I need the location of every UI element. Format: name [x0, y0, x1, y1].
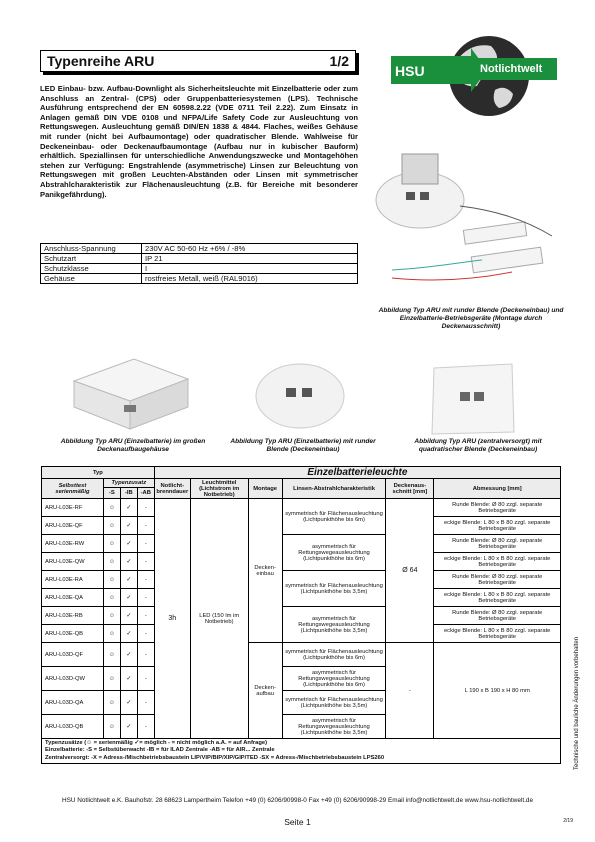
- spec-row: [41, 274, 358, 284]
- spec-value: 230V AC 50-60 Hz +6% / -8%: [142, 244, 358, 254]
- cell-ib: ✓: [120, 643, 137, 667]
- product-table: [41, 466, 561, 764]
- cell-ab: -: [137, 643, 154, 667]
- cell-s: ☺: [103, 571, 120, 589]
- cell-ib: ✓: [120, 607, 137, 625]
- spec-key: Anschluss-Spannung: [41, 244, 142, 254]
- cell-ab: -: [137, 535, 154, 553]
- spec-row: [41, 254, 358, 264]
- cell-ib: ✓: [120, 667, 137, 691]
- header-einzelbatterie: Einzelbatterieleuchte: [154, 467, 560, 479]
- cell-ab: -: [137, 667, 154, 691]
- specs-table: [40, 243, 358, 284]
- lens-desc: asymmetrisch für Rettungswegeausleuchtung (Lichtpunkthöhe bis 6m): [282, 667, 386, 691]
- cell-ab: -: [137, 589, 154, 607]
- header-typ: Typ: [42, 467, 155, 479]
- header-leuchtmittel: Leuchtmittel (Lichtstrom im Notbetrieb): [190, 479, 248, 499]
- cell-ib: ✓: [120, 571, 137, 589]
- cell-ab: -: [137, 607, 154, 625]
- spec-key: Schutzart: [41, 254, 142, 264]
- legend-line-3: Zentralversorgt: -X = Adress-/Mischbetriebsbaustein LIP/VIP/BIP/XIP/GIP/TED -SX = Adress-/Mischbetriebsbaustein LPS260: [45, 754, 385, 761]
- cell-ab: -: [137, 691, 154, 715]
- page-title-box: [40, 50, 356, 72]
- cutout-einbau: Ø 64: [386, 499, 434, 643]
- dimension: eckige Blende: L 80 x B 80 zzgl. separate Betriebsgeräte: [434, 553, 561, 571]
- cell-s: ☺: [103, 625, 120, 643]
- cell-ib: ✓: [120, 553, 137, 571]
- side-note: Technische und bauliche Änderungen vorbehalten: [574, 636, 580, 770]
- cutout-aufbau: -: [386, 643, 434, 739]
- logo-text-left: HSU: [395, 63, 425, 79]
- cell-ab: -: [137, 553, 154, 571]
- table-row: [42, 571, 561, 589]
- product-image-square-bezel: [428, 360, 518, 438]
- mount-einbau: Decken-einbau: [248, 499, 282, 643]
- page-number: Seite 1: [284, 817, 311, 827]
- dimension-aufbau: L 190 x B 190 x H 80 mm: [434, 643, 561, 739]
- lens-desc: asymmetrisch für Rettungswegeausleuchtung (Lichtpunkthöhe bis 3,5m): [282, 607, 386, 643]
- legend-row: [42, 739, 561, 764]
- header-s: -S: [103, 488, 120, 499]
- cell-s: ☺: [103, 643, 120, 667]
- spec-key: Schutzklasse: [41, 264, 142, 274]
- dimension: Runde Blende: Ø 80 zzgl. separate Betriebsgeräte: [434, 499, 561, 517]
- cell-s: ☺: [103, 499, 120, 517]
- cell-s: ☺: [103, 589, 120, 607]
- type-code: ARU-L03D-QW: [42, 667, 104, 691]
- cell-ib: ✓: [120, 715, 137, 739]
- type-code: ARU-L03E-RF: [42, 499, 104, 517]
- table-row: [42, 535, 561, 553]
- revision: 2/19: [563, 818, 573, 824]
- cell-ab: -: [137, 571, 154, 589]
- header-typenzusatz: Typenzusatz: [103, 479, 154, 488]
- burn-time: 3h: [154, 499, 190, 739]
- cell-ib: ✓: [120, 625, 137, 643]
- footer-contact: HSU Notlichtwelt e.K. Bauhofstr. 28 68623 Lampertheim Telefon +49 (0) 6206/90998-0 Fax +49 (0) 6206/90998-29 Email info@notlichtwelt.de www.hsu-notlichtwelt.de: [61, 797, 534, 804]
- spec-row: [41, 264, 358, 274]
- header-montage: Montage: [248, 479, 282, 499]
- dimension: Runde Blende: Ø 80 zzgl. separate Betriebsgeräte: [434, 607, 561, 625]
- header-linsen: Linsen-Abstrahlcharakteristik: [282, 479, 386, 499]
- cell-ab: -: [137, 625, 154, 643]
- type-code: ARU-L03E-RA: [42, 571, 104, 589]
- cell-ib: ✓: [120, 691, 137, 715]
- spec-key: Gehäuse: [41, 274, 142, 284]
- caption-1: Abbildung Typ ARU (Einzelbatterie) im großen Deckenaufbaugehäuse: [60, 438, 206, 453]
- lens-desc: symmetrisch für Flächenausleuchtung (Lichtpunkthöhe bis 6m): [282, 643, 386, 667]
- caption-2: Abbildung Typ ARU (Einzelbatterie) mit runder Blende (Deckeneinbau): [230, 438, 376, 453]
- spec-value: rostfreies Metall, weiß (RAL9016): [142, 274, 358, 284]
- header-ab: -AB: [137, 488, 154, 499]
- cell-ab: -: [137, 499, 154, 517]
- brand-logo: [385, 20, 561, 132]
- mount-aufbau: Decken-aufbau: [248, 643, 282, 739]
- cell-s: ☺: [103, 535, 120, 553]
- product-image-recessed-with-drivers: [372, 140, 562, 305]
- spec-value: I: [142, 264, 358, 274]
- legend-line-1: Typenzusätze (☺ = serienmäßig ✓= möglich - = nicht möglich a.A. = auf Anfrage): [45, 740, 268, 746]
- cell-s: ☺: [103, 715, 120, 739]
- header-abmessung: Abmessung [mm]: [434, 479, 561, 499]
- page-fraction: 1/2: [329, 53, 349, 69]
- lens-desc: symmetrisch für Flächenausleuchtung (Lichtpunkthöhe bis 3,5m): [282, 691, 386, 715]
- dimension: Runde Blende: Ø 80 zzgl. separate Betriebsgeräte: [434, 571, 561, 589]
- lens-desc: asymmetrisch für Rettungswegeausleuchtung (Lichtpunkthöhe bis 6m): [282, 535, 386, 571]
- caption-3: Abbildung Typ ARU (zentralversorgt) mit quadratischer Blende (Deckeneinbau): [414, 438, 542, 453]
- intro-text: LED Einbau- bzw. Aufbau-Downlight als Sicherheitsleuchte mit Einzelbatterie oder zum Anschluss an Zentral- (CPS) oder Gruppenbatteriesystemen (LPS). Technische Ausführung entsprechend der EN 60598.2.22 (VDE 0711 Teil 2.22). Zum Einsatz in Anlagen gemäß DIN VDE 0108 und NFPA/Life Safety Code zur Ausleuchtung von Rettungswegen. Ausleuchtung gemäß DIN/EN 1838 & 4844. Flaches, weißes Gehäuse mit runder (nicht bei Aufbaumontage) oder quadratischer Blende. Wahlweise für Deckeneinbau- oder Deckenaufbaumontage (Aufbau nur in kubischer Bauform) erhältlich. Speziallinsen für unterschiedliche Anwendungszwecke und Montagehöhen stehen zur Verfügung: Engstrahlende (asymmetrische) Linsen zur Beleuchtung von Rettungswegen mit großen Leuchten-Abständen oder Linsen mit symmetrischer Abstrahlcharakteristik zur Flächenausleuchtung (z.B. für Bereiche mit besonderer Panikgefährdung).: [40, 84, 358, 199]
- table-row: [42, 643, 561, 667]
- type-code: ARU-L03D-QF: [42, 643, 104, 667]
- type-code: ARU-L03D-QA: [42, 691, 104, 715]
- cell-s: ☺: [103, 517, 120, 535]
- header-selbsttest: Selbsttest serienmäßig: [42, 479, 104, 499]
- header-deckenausschnitt: Deckenaus-schnitt [mm]: [386, 479, 434, 499]
- cell-s: ☺: [103, 553, 120, 571]
- cell-ab: -: [137, 715, 154, 739]
- table-row: [42, 607, 561, 625]
- type-code: ARU-L03E-RW: [42, 535, 104, 553]
- cell-ab: -: [137, 517, 154, 535]
- spec-row: [41, 244, 358, 254]
- table-row: [42, 499, 561, 517]
- logo-text-right: Notlichtwelt: [480, 63, 543, 75]
- lens-desc: symmetrisch für Flächenausleuchtung (Lichtpunkthöhe bis 3,5m): [282, 571, 386, 607]
- cell-ib: ✓: [120, 517, 137, 535]
- dimension: eckige Blende: L 80 x B 80 zzgl. separate Betriebsgeräte: [434, 517, 561, 535]
- dimension: Runde Blende: Ø 80 zzgl. separate Betriebsgeräte: [434, 535, 561, 553]
- lens-desc: symmetrisch für Flächenausleuchtung (Lichtpunkthöhe bis 6m): [282, 499, 386, 535]
- spec-value: IP 21: [142, 254, 358, 264]
- cell-s: ☺: [103, 667, 120, 691]
- cell-ib: ✓: [120, 499, 137, 517]
- cell-s: ☺: [103, 691, 120, 715]
- type-code: ARU-L03E-QW: [42, 553, 104, 571]
- cell-ib: ✓: [120, 589, 137, 607]
- product-image-surface-box: [60, 355, 200, 433]
- cell-ib: ✓: [120, 535, 137, 553]
- lens-desc: asymmetrisch für Rettungswegeausleuchtung (Lichtpunkthöhe bis 3,5m): [282, 715, 386, 739]
- led-spec: LED (150 lm im Notbetrieb): [190, 499, 248, 739]
- legend-line-2: Einzelbatterie: -S = Selbstüberwacht -IB = für ILAD Zentrale -AB = für AIR... Zentrale: [45, 747, 275, 754]
- type-code: ARU-L03E-QA: [42, 589, 104, 607]
- header-notlicht: Notlicht-brenndauer: [154, 479, 190, 499]
- type-code: ARU-L03E-RB: [42, 607, 104, 625]
- product-image-round-bezel: [250, 358, 350, 434]
- caption-top: Abbildung Typ ARU mit runder Blende (Deckeneinbau) und Einzelbatterie-Betriebsgeräte (Montage durch Deckenausschnitt): [378, 307, 564, 330]
- type-code: ARU-L03D-QB: [42, 715, 104, 739]
- cell-s: ☺: [103, 607, 120, 625]
- dimension: eckige Blende: L 80 x B 80 zzgl. separate Betriebsgeräte: [434, 589, 561, 607]
- header-ib: -IB: [120, 488, 137, 499]
- type-code: ARU-L03E-QB: [42, 625, 104, 643]
- dimension: eckige Blende: L 80 x B 80 zzgl. separate Betriebsgeräte: [434, 625, 561, 643]
- type-code: ARU-L03E-QF: [42, 517, 104, 535]
- page-title: Typenreihe ARU: [47, 53, 155, 69]
